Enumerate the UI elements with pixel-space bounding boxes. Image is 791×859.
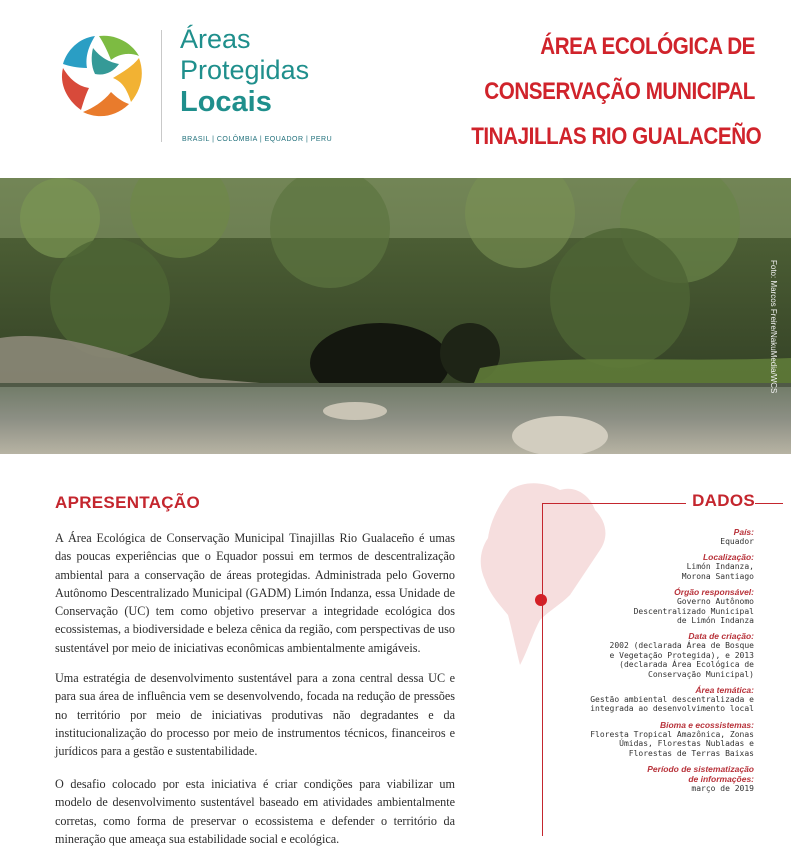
dados-item-area-tematica xyxy=(524,685,754,714)
dados-value: Floresta Tropical Amazônica, Zonas Úmidas, Florestas Nubladas e Florestas de Terras Baixas xyxy=(590,729,754,758)
dados-item-orgao xyxy=(524,587,754,625)
dados-heading: DADOS xyxy=(686,491,755,511)
page-title xyxy=(471,24,762,159)
areas-protegidas-logo-icon xyxy=(53,28,145,120)
dados-label: Bioma e ecossistemas: xyxy=(659,719,754,730)
logo-wordmark xyxy=(180,24,309,118)
dados-value: Limón Indanza, Morona Santiago xyxy=(681,562,754,581)
apresentacao-heading: APRESENTAÇÃO xyxy=(55,493,200,512)
dados-value: Equador xyxy=(720,537,754,546)
apresentacao-paragraph-2: Uma estratégia de desenvolvimento sustentável para a zona central dessa UC e para sua área de influência vem se desenvolvendo, focada na redução de pressões no território por meio de iniciativas produtivas não degradantes e da institucionalização do processo por meio de instrumentos técnicos, financeiros e jurídicos para a gestão e sustentabilidade. xyxy=(55,671,455,759)
logo-divider xyxy=(161,30,162,142)
dados-item-bioma xyxy=(524,720,754,758)
dados-label: Localização: xyxy=(702,552,754,563)
logo-line-protegidas: Protegidas xyxy=(180,55,310,85)
dados-value: 2002 (declarada Área de Bosque e Vegetação Protegida), e 2013 (declarada Área Ecológica de Conservação Municipal) xyxy=(609,641,754,679)
dados-label: Período de sistematização de informações: xyxy=(647,764,754,785)
dados-value: março de 2019 xyxy=(691,784,754,794)
title-line-2: CONSERVAÇÃO MUNICIPAL xyxy=(484,78,755,105)
dados-item-localizacao xyxy=(524,552,754,581)
logo-countries: BRASIL | COLÔMBIA | EQUADOR | PERU xyxy=(182,136,333,143)
dados-item-periodo xyxy=(524,764,754,793)
dados-label: País: xyxy=(733,527,754,537)
logo-line-areas: Áreas xyxy=(180,24,251,54)
photo-credit: Foto: Marcos Freire/NakuMedia/WCS xyxy=(769,260,778,394)
dados-label: Data de criação: xyxy=(688,631,754,642)
dados-item-data-criacao xyxy=(524,631,754,679)
dados-value: Governo Autônomo Descentralizado Municipal de Limón Indanza xyxy=(633,597,754,626)
dados-item-pais xyxy=(524,527,754,546)
dados-label: Área temática: xyxy=(695,685,754,696)
dados-label: Órgão responsável: xyxy=(674,587,754,598)
title-line-1: ÁREA ECOLÓGICA DE xyxy=(540,33,755,60)
dados-value: Gestão ambiental descentralizada e integrada ao desenvolvimento local xyxy=(590,695,754,714)
apresentacao-paragraph-3: O desafio colocado por esta iniciativa é criar condições para viabilizar um modelo de desenvolvimento sustentável baseado em atividades ambientalmente corretas, como forma de preservar o ecossistema e defender o território da mineração que ameaça sua estabilidade social e ecológica. xyxy=(55,777,455,846)
river-cave-photo xyxy=(0,178,791,454)
apresentacao-paragraph-1: A Área Ecológica de Conservação Municipal Tinajillas Rio Gualaceño é umas das poucas experiências que o Equador possui em termos de descentralização ambiental para a conservação de áreas protegidas. Administrada pelo Governo Autônomo Descentralizado Municipal (GADM) Limón Indanza, essa Unidade de Conservação (UC) tem como objetivo preservar a integridade ecológica dos ecossistemas, a biodiversidade e beleza cênica da região, com perspectivas de uso sustentável por meio de iniciativas econômicas ambientalmente amigáveis. xyxy=(55,531,455,655)
dados-list xyxy=(524,527,754,800)
title-line-3: TINAJILLAS RIO GUALACEÑO xyxy=(471,123,762,150)
logo-line-locais: Locais xyxy=(180,86,272,118)
